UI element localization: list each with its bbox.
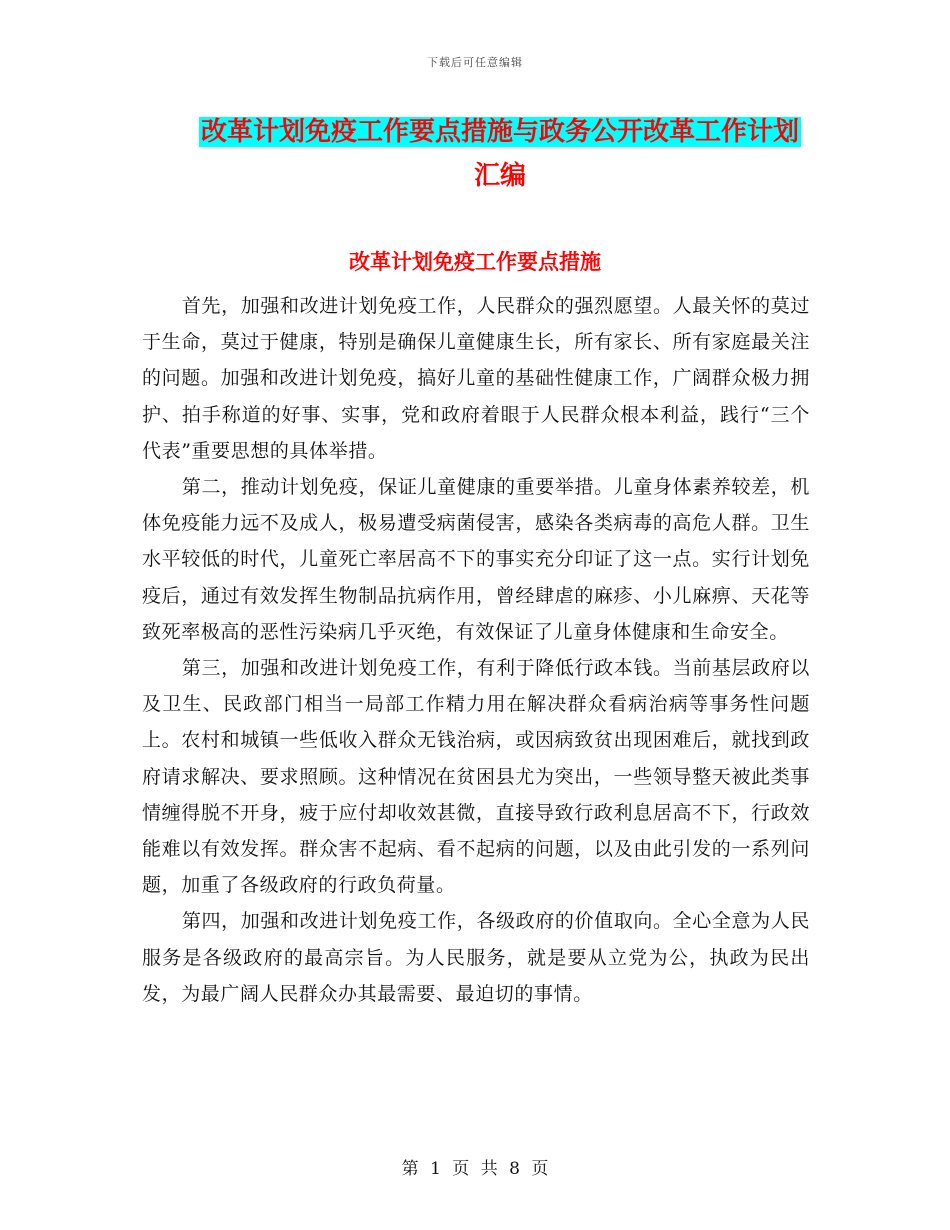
paragraph-4: 第四，加强和改进计划免疫工作，各级政府的价值取向。全心全意为人民服务是各级政府的最高宗旨。为人民服务，就是要从立党为公，执政为民出发，为最广阔人民群众办其最需要、最迫切的事情。: [142, 910, 810, 1005]
paragraph-1: 首先，加强和改进计划免疫工作，人民群众的强烈愿望。人最关怀的莫过于生命，莫过于健康，特别是确保儿童健康生长，所有家长、所有家庭最关注的问题。加强和改进计划免疫，搞好儿童的基础性健康工作，广阔群众极力拥护、拍手称道的好事、实事，党和政府着眼于人民群众根本利益，践行“三个代表”重要思想的具体举措。: [142, 295, 810, 462]
page-footer: 第 1 页 共 8 页: [401, 1159, 549, 1179]
document-title-line1: 改革计划免疫工作要点措施与政务公开改革工作计划: [200, 117, 799, 147]
paragraph-2: 第二，推动计划免疫，保证儿童健康的重要举措。儿童身体素养较差，机体免疫能力远不及成人，极易遭受病菌侵害，感染各类病毒的高危人群。卫生水平较低的时代，儿童死亡率居高不下的事实充分印证了这一点。实行计划免疫后，通过有效发挥生物制品抗病作用，曾经肆虐的麻疹、小儿麻痹、天花等致死率极高的恶性污染病几乎灭绝，有效保证了儿童身体健康和生命安全。: [142, 476, 810, 643]
body-text: [142, 288, 810, 1012]
document-title-line2: 汇编: [473, 161, 526, 191]
section-title: 改革计划免疫工作要点措施: [349, 250, 601, 274]
document-title: [190, 110, 810, 198]
header-note: 下载后可任意编辑: [427, 56, 523, 69]
paragraph-3: 第三，加强和改进计划免疫工作，有利于降低行政本钱。当前基层政府以及卫生、民政部门相当一局部工作精力用在解决群众看病治病等事务性问题上。农村和城镇一些低收入群众无钱治病，或因病致贫出现困难后，就找到政府请求解决、要求照顾。这种情况在贫困县尤为突出，一些领导整天被此类事情缠得脱不开身，疲于应付却收效甚微，直接导致行政利息居高不下，行政效能难以有效发挥。群众害不起病、看不起病的问题，以及由此引发的一系列问题，加重了各级政府的行政负荷量。: [142, 657, 810, 897]
